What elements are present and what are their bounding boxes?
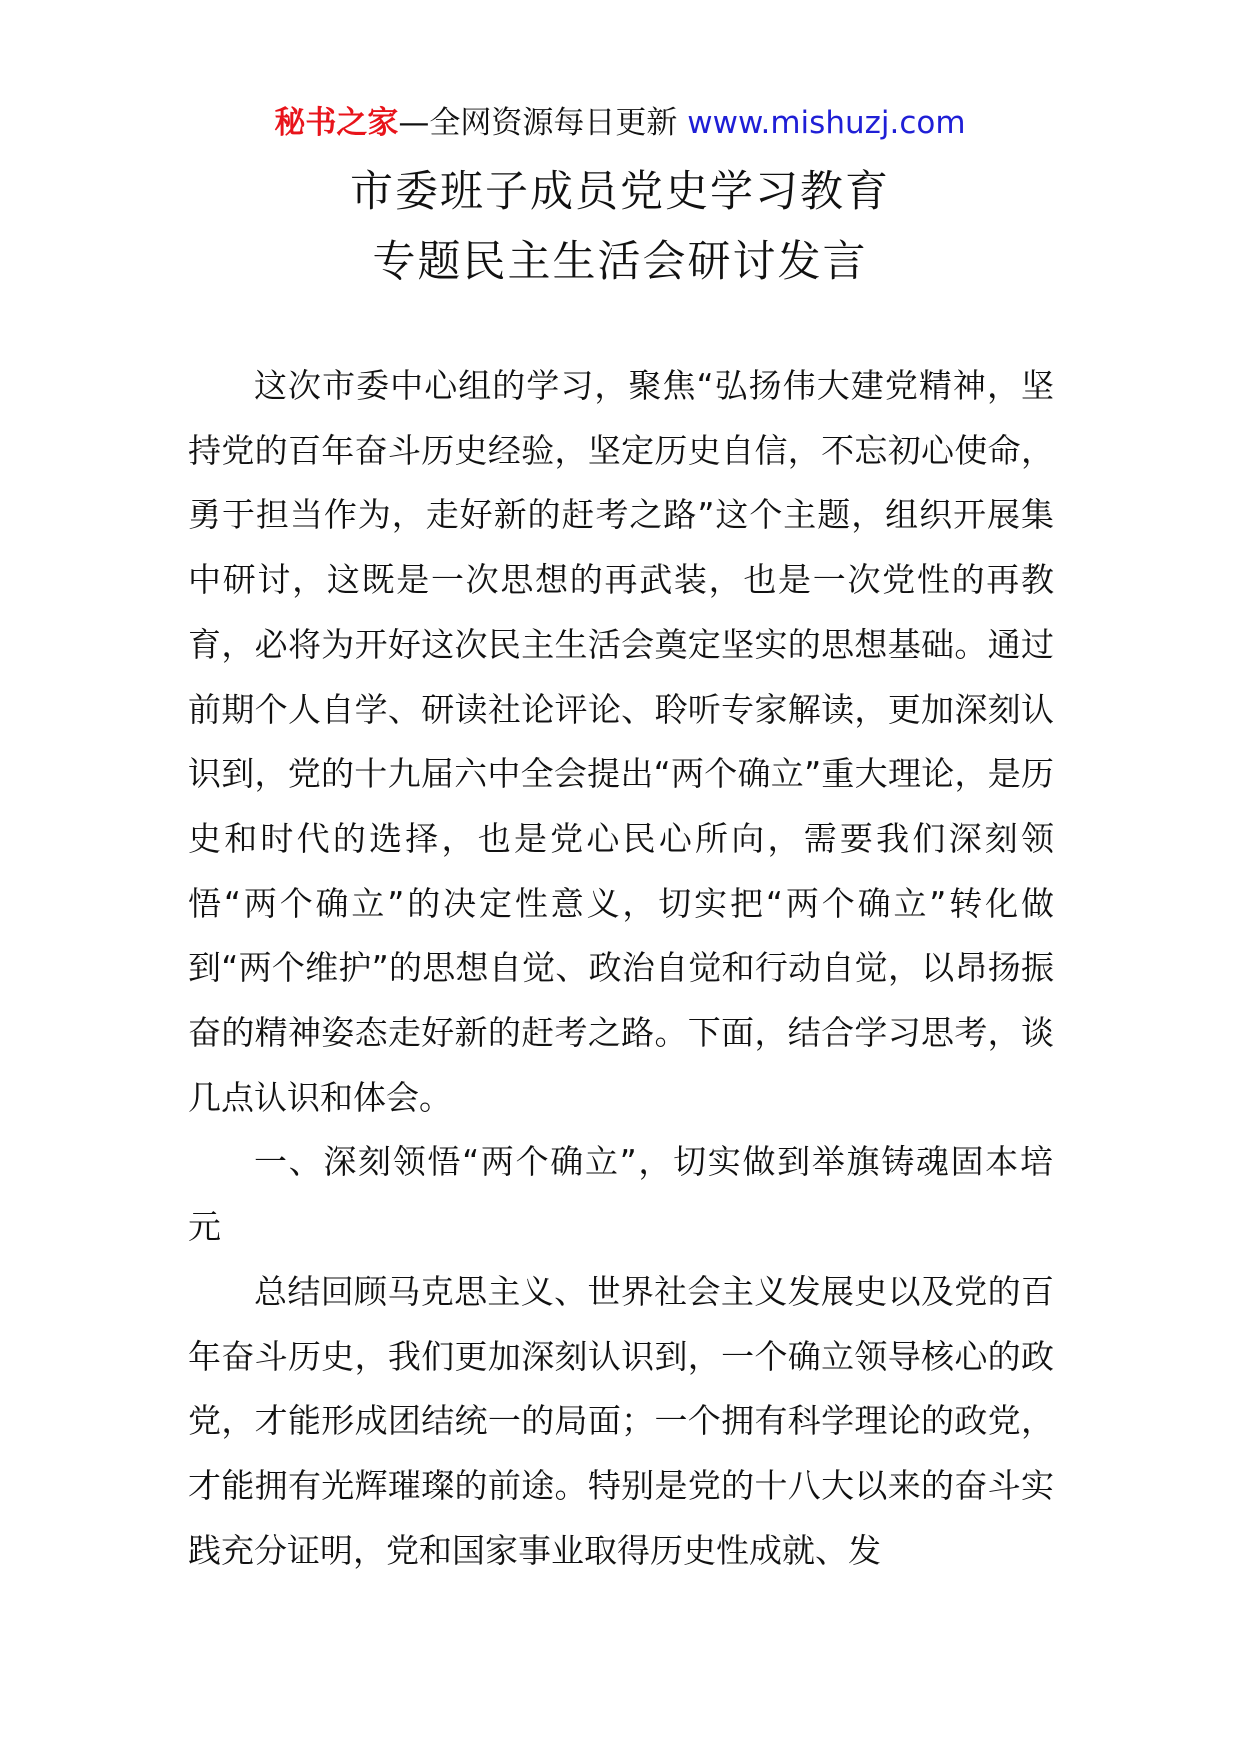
document-title-line-1: 市委班子成员党史学习教育 bbox=[350, 167, 890, 217]
site-banner bbox=[0, 100, 1240, 146]
section-heading-1: 一、深刻领悟“两个确立”，切实做到举旗铸魂固本培元 bbox=[188, 1142, 1054, 1247]
banner-brand: 秘书之家 bbox=[274, 105, 399, 141]
paragraph-section-1: 总结回顾马克思主义、世界社会主义发展史以及党的百年奋斗历史，我们更加深刻认识到，一个确立领导核心的政党，才能形成团结统一的局面；一个拥有科学理论的政党，才能拥有光辉璀璨的前途。特别是党的十八大以来的奋斗实践充分证明，党和国家事业取得历史性成就、发 bbox=[188, 1271, 1054, 1570]
document-body bbox=[188, 354, 1054, 1583]
banner-tagline: —全网资源每日更新 bbox=[398, 105, 678, 141]
banner-url-link[interactable]: www.mishuzj.com bbox=[687, 105, 966, 141]
paragraph-intro: 这次市委中心组的学习，聚焦“弘扬伟大建党精神，坚持党的百年奋斗历史经验，坚定历史自信，不忘初心使命，勇于担当作为，走好新的赶考之路”这个主题，组织开展集中研讨，这既是一次思想的再武装，也是一次党性的再教育，必将为开好这次民主生活会奠定坚实的思想基础。通过前期个人自学、研读社论评论、聆听专家解读，更加深刻认识到，党的十九届六中全会提出“两个确立”重大理论，是历史和时代的选择，也是党心民心所向，需要我们深刻领悟“两个确立”的决定性意义，切实把“两个确立”转化做到“两个维护”的思想自觉、政治自觉和行动自觉，以昂扬振奋的精神姿态走好新的赶考之路。下面，结合学习思考，谈几点认识和体会。 bbox=[188, 366, 1054, 1117]
document-title-line-2: 专题民主生活会研讨发言 bbox=[372, 237, 868, 287]
